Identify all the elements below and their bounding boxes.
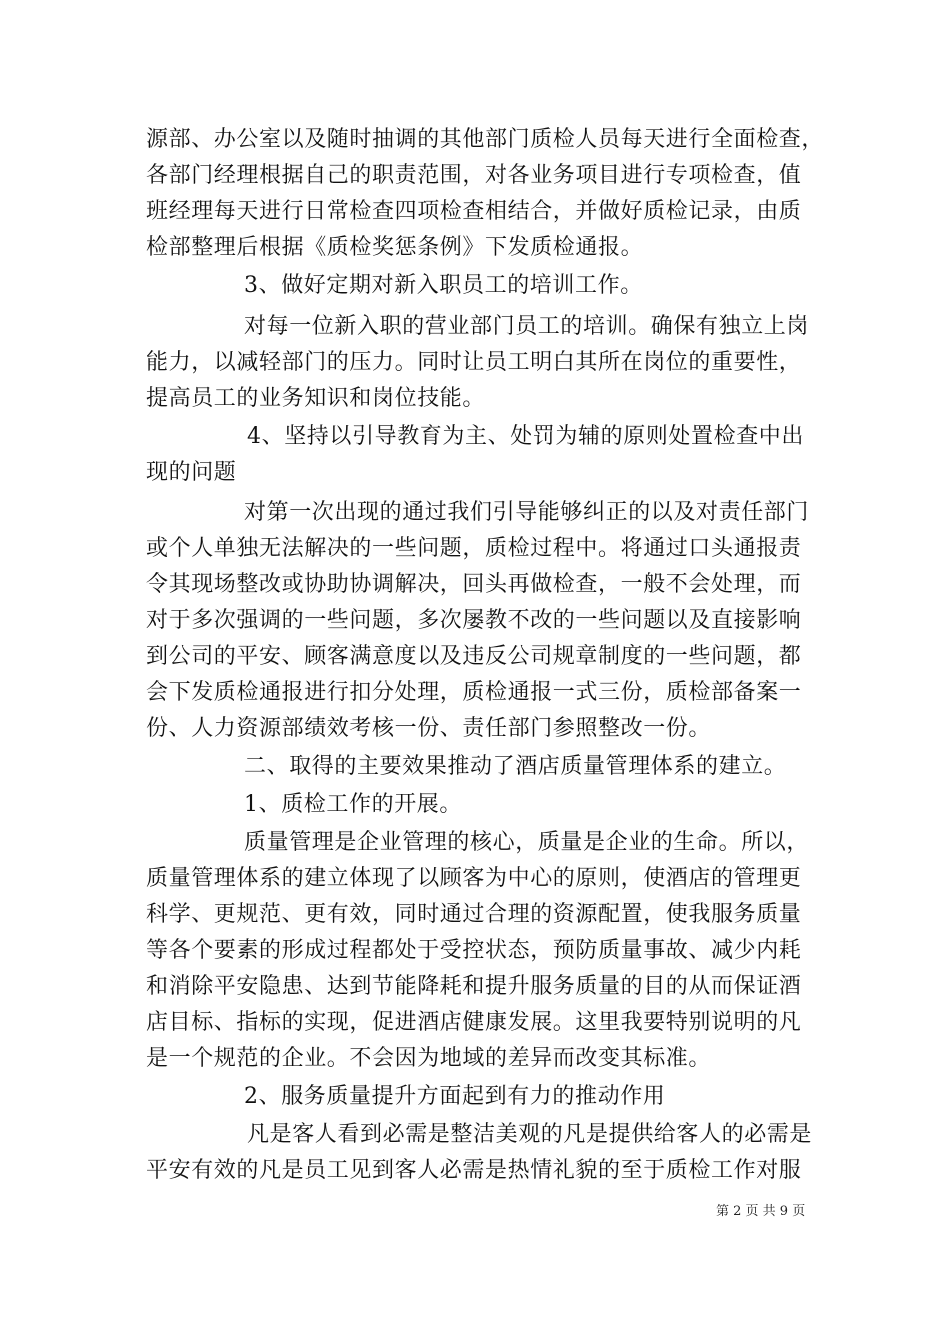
body-line-28: 凡是客人看到必需是整洁美观的凡是提供给客人的必需是 [247,1122,813,1147]
body-line-7: 能力，以减轻部门的压力。同时让员工明白其所在岗位的重要性， [146,350,802,375]
body-line-3: 班经理每天进行日常检查四项检查相结合，并做好质检记录，由质 [146,199,802,224]
section-heading-4: 4、坚持以引导教育为主、处罚为辅的原则处置检查中出 [247,424,804,449]
body-line-26: 是一个规范的企业。不会因为地域的差异而改变其标准。 [146,1046,712,1071]
body-line-29: 平安有效的凡是员工见到客人必需是热情礼貌的至于质检工作对服 [146,1158,802,1183]
subsection-heading-1: 1、质检工作的开展。 [244,792,462,817]
body-line-20: 质量管理是企业管理的核心，质量是企业的生命。所以， [244,830,810,855]
body-line-11: 对第一次出现的通过我们引导能够纠正的以及对责任部门 [244,500,810,525]
body-line-13: 令其现场整改或协助协调解决，回头再做检查，一般不会处理，而 [146,572,802,597]
section-heading-2: 二、取得的主要效果推动了酒店质量管理体系的建立。 [244,754,787,779]
body-line-8: 提高员工的业务知识和岗位技能。 [146,386,486,411]
body-line-10: 现的问题 [146,460,237,485]
body-line-24: 和消除平安隐患、达到节能降耗和提升服务质量的目的从而保证酒 [146,974,802,999]
body-line-16: 会下发质检通报进行扣分处理，质检通报一式三份，质检部备案一 [146,680,802,705]
page-number-footer: 第 2 页 共 9 页 [716,1204,806,1219]
body-line-6: 对每一位新入职的营业部门员工的培训。确保有独立上岗 [244,314,810,339]
body-line-23: 等各个要素的形成过程都处于受控状态，预防质量事故、减少内耗 [146,938,802,963]
body-line-25: 店目标、指标的实现，促进酒店健康发展。这里我要特别说明的凡 [146,1010,802,1035]
body-line-22: 科学、更规范、更有效，同时通过合理的资源配置，使我服务质量 [146,902,802,927]
subsection-heading-2: 2、服务质量提升方面起到有力的推动作用 [244,1084,666,1109]
body-line-4: 检部整理后根据《质检奖惩条例》下发质检通报。 [146,235,644,260]
body-line-2: 各部门经理根据自己的职责范围，对各业务项目进行专项检查，值 [146,163,802,188]
body-line-12: 或个人单独无法解决的一些问题，质检过程中。将通过口头通报责 [146,536,802,561]
body-line-17: 份、人力资源部绩效考核一份、责任部门参照整改一份。 [146,716,712,741]
section-heading-3: 3、做好定期对新入职员工的培训工作。 [244,273,643,298]
body-line-21: 质量管理体系的建立体现了以顾客为中心的原则，使酒店的管理更 [146,866,802,891]
body-line-15: 到公司的平安、顾客满意度以及违反公司规章制度的一些问题，都 [146,644,802,669]
body-line-1: 源部、办公室以及随时抽调的其他部门质检人员每天进行全面检查， [146,127,825,152]
body-line-14: 对于多次强调的一些问题，多次屡教不改的一些问题以及直接影响 [146,608,802,633]
